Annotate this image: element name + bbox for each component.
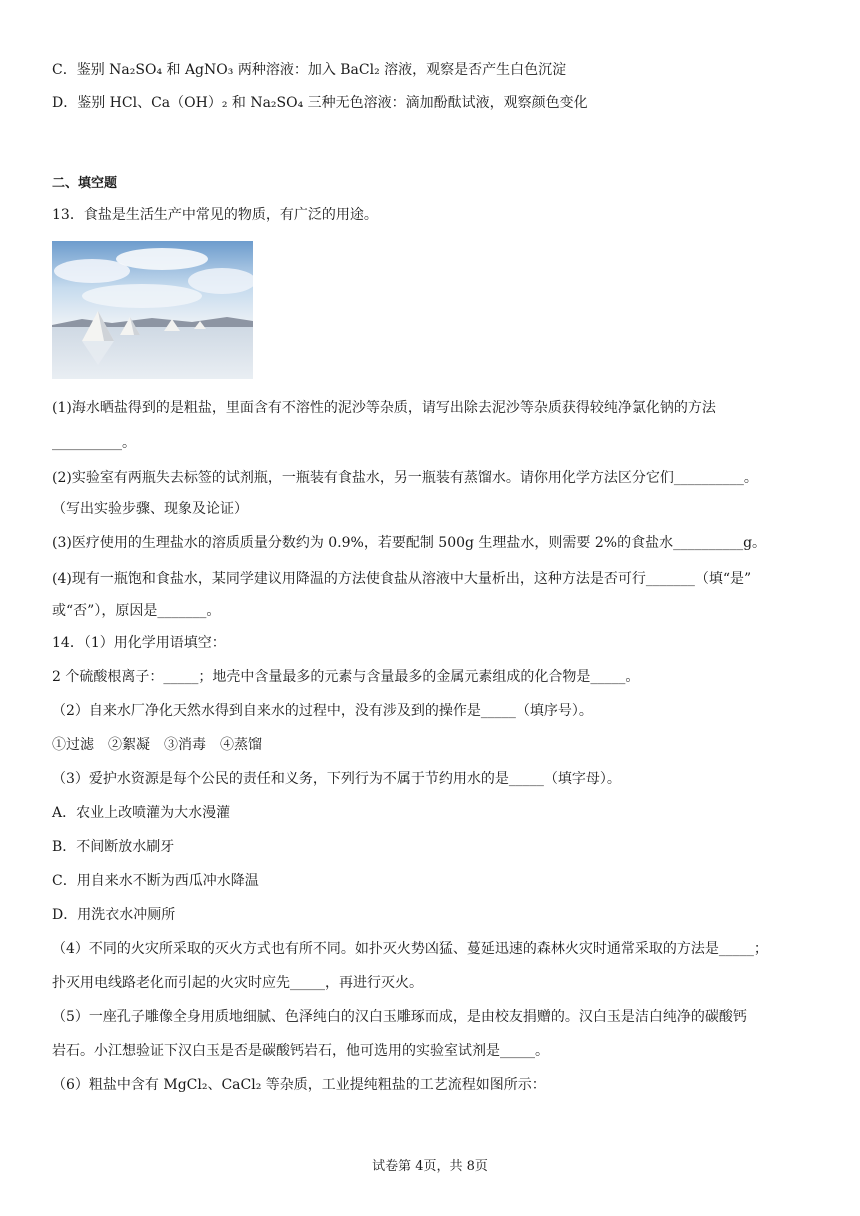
q14-part4-line2: 扑灭用电线路老化而引起的火灾时应先_____，再进行灭火。 — [52, 975, 423, 991]
q14-part5-line1: （5）一座孔子雕像全身用质地细腻、色泽纯白的汉白玉雕琢而成，是由校友捐赠的。汉白玉是洁白纯净的碳酸钙 — [52, 1009, 747, 1025]
q14-part4-line1: （4）不同的火灾所采取的灭火方式也有所不同。如扑灭火势凶猛、蔓延迅速的森林火灾时通常采取的方法是_____； — [52, 941, 768, 957]
salt-pyramids-image — [52, 241, 253, 379]
q13-part3: (3)医疗使用的生理盐水的溶质质量分数约为 0.9%，若要配制 500g 生理盐水，则需要 2%的食盐水__________g。 — [52, 535, 767, 551]
q13-part1-line2: __________。 — [52, 435, 136, 451]
q14-part6: （6）粗盐中含有 MgCl₂、CaCl₂ 等杂质，工业提纯粗盐的工艺流程如图所示： — [52, 1077, 546, 1093]
salt-flat-photo — [52, 241, 253, 379]
q13-part4-line2: 或“否”），原因是_______。 — [52, 603, 221, 619]
q13-part2-line2: （写出实验步骤、现象及论证） — [52, 501, 248, 517]
q14-option-c: C．用自来水不断为西瓜冲水降温 — [52, 873, 259, 889]
option-d: D．鉴别 HCl、Ca（OH）₂ 和 Na₂SO₄ 三种无色溶液：滴加酚酞试液，观察颜色变化 — [52, 95, 588, 111]
option-c: C．鉴别 Na₂SO₄ 和 AgNO₃ 两种溶液：加入 BaCl₂ 溶液，观察是否产生白色沉淀 — [52, 62, 567, 78]
q14-part3: （3）爱护水资源是每个公民的责任和义务，下列行为不属于节约用水的是_____（填字母）。 — [52, 771, 621, 787]
q14-option-a: A．农业上改喷灌为大水漫灌 — [52, 805, 231, 821]
q14-part2-options: ①过滤 ②絮凝 ③消毒 ④蒸馏 — [52, 737, 262, 753]
q13-part1-line1: (1)海水晒盐得到的是粗盐，里面含有不溶性的泥沙等杂质，请写出除去泥沙等杂质获得较纯净氯化钠的方法 — [52, 400, 716, 416]
q13-part4-line1: (4)现有一瓶饱和食盐水，某同学建议用降温的方法使食盐从溶液中大量析出，这种方法是否可行_______（填“是” — [52, 571, 752, 587]
q14-part5-line2: 岩石。小江想验证下汉白玉是否是碳酸钙岩石，他可选用的实验室试剂是_____。 — [52, 1043, 549, 1059]
q13-part2-line1: (2)实验室有两瓶失去标签的试剂瓶，一瓶装有食盐水，另一瓶装有蒸馏水。请你用化学方法区分它们__________。 — [52, 470, 758, 486]
q14-part2: （2）自来水厂净化天然水得到自来水的过程中，没有涉及到的操作是_____（填序号）。 — [52, 703, 593, 719]
page-footer: 试卷第 4页，共 8页 — [372, 1159, 488, 1174]
q14-part1: 2 个硫酸根离子：_____；地壳中含量最多的元素与含量最多的金属元素组成的化合物是_____。 — [52, 669, 640, 685]
question-14: 14．（1）用化学用语填空： — [52, 635, 226, 651]
section-heading: 二、填空题 — [52, 176, 118, 191]
question-13: 13．食盐是生活生产中常见的物质，有广泛的用途。 — [52, 207, 378, 223]
q14-option-d: D．用洗衣水冲厕所 — [52, 907, 176, 923]
q14-option-b: B．不间断放水刷牙 — [52, 839, 175, 855]
